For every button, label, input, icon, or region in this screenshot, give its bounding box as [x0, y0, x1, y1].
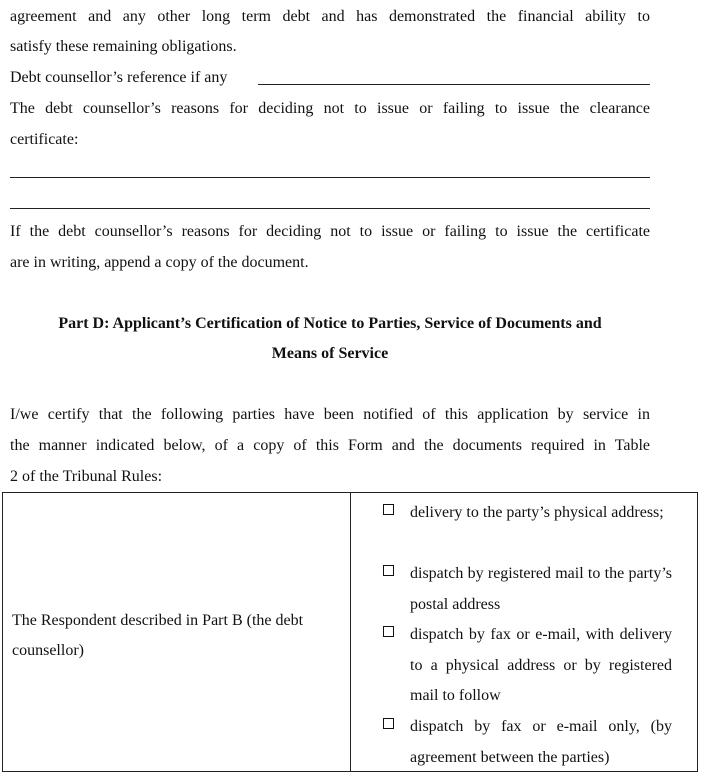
section-heading: Part D: Applicant’s Certification of Notice to Parties, Service of Documents and — [58, 315, 602, 332]
reasons-field-line-1[interactable] — [10, 177, 650, 178]
reference-field[interactable] — [258, 84, 650, 85]
paragraph-line: 2 of the Tribunal Rules: — [10, 468, 163, 485]
service-option[interactable] — [383, 498, 683, 560]
service-option[interactable] — [383, 620, 683, 712]
paragraph-line: If the debt counsellor’s reasons for deciding not to issue or failing to issue the certificate — [10, 223, 650, 240]
paragraph-line: are in writing, append a copy of the document. — [10, 254, 309, 271]
checkbox[interactable] — [383, 626, 394, 637]
party-cell: The Respondent described in Part B (the debt counsellor) — [12, 612, 304, 659]
paragraph-line: agreement and any other long term debt and has demonstrated the financial ability to — [10, 8, 650, 25]
service-option[interactable] — [383, 712, 683, 774]
table-divider — [350, 493, 351, 771]
option-label: dispatch by registered mail to the party’s postal address — [410, 565, 672, 613]
option-label: delivery to the party’s physical address; — [410, 504, 664, 521]
reasons-field-line-2[interactable] — [10, 208, 650, 209]
checkbox[interactable] — [383, 565, 394, 576]
reference-label: Debt counsellor’s reference if any — [10, 69, 228, 86]
service-option[interactable] — [383, 559, 683, 621]
checkbox[interactable] — [383, 504, 394, 515]
paragraph-line: the manner indicated below, of a copy of this Form and the documents required in Table — [10, 437, 650, 454]
reasons-label-line: certificate: — [10, 131, 79, 148]
section-heading: Means of Service — [271, 345, 389, 362]
option-label: dispatch by fax or e-mail only, (by agreement between the parties) — [410, 718, 672, 766]
paragraph-line: satisfy these remaining obligations. — [10, 38, 237, 55]
reasons-label-line: The debt counsellor’s reasons for deciding not to issue or failing to issue the clearance — [10, 100, 650, 117]
option-label: dispatch by fax or e-mail, with delivery to a physical address or by registered mail to follow — [410, 626, 672, 704]
paragraph-line: I/we certify that the following parties have been notified of this application by service in — [10, 406, 650, 423]
checkbox[interactable] — [383, 718, 394, 729]
